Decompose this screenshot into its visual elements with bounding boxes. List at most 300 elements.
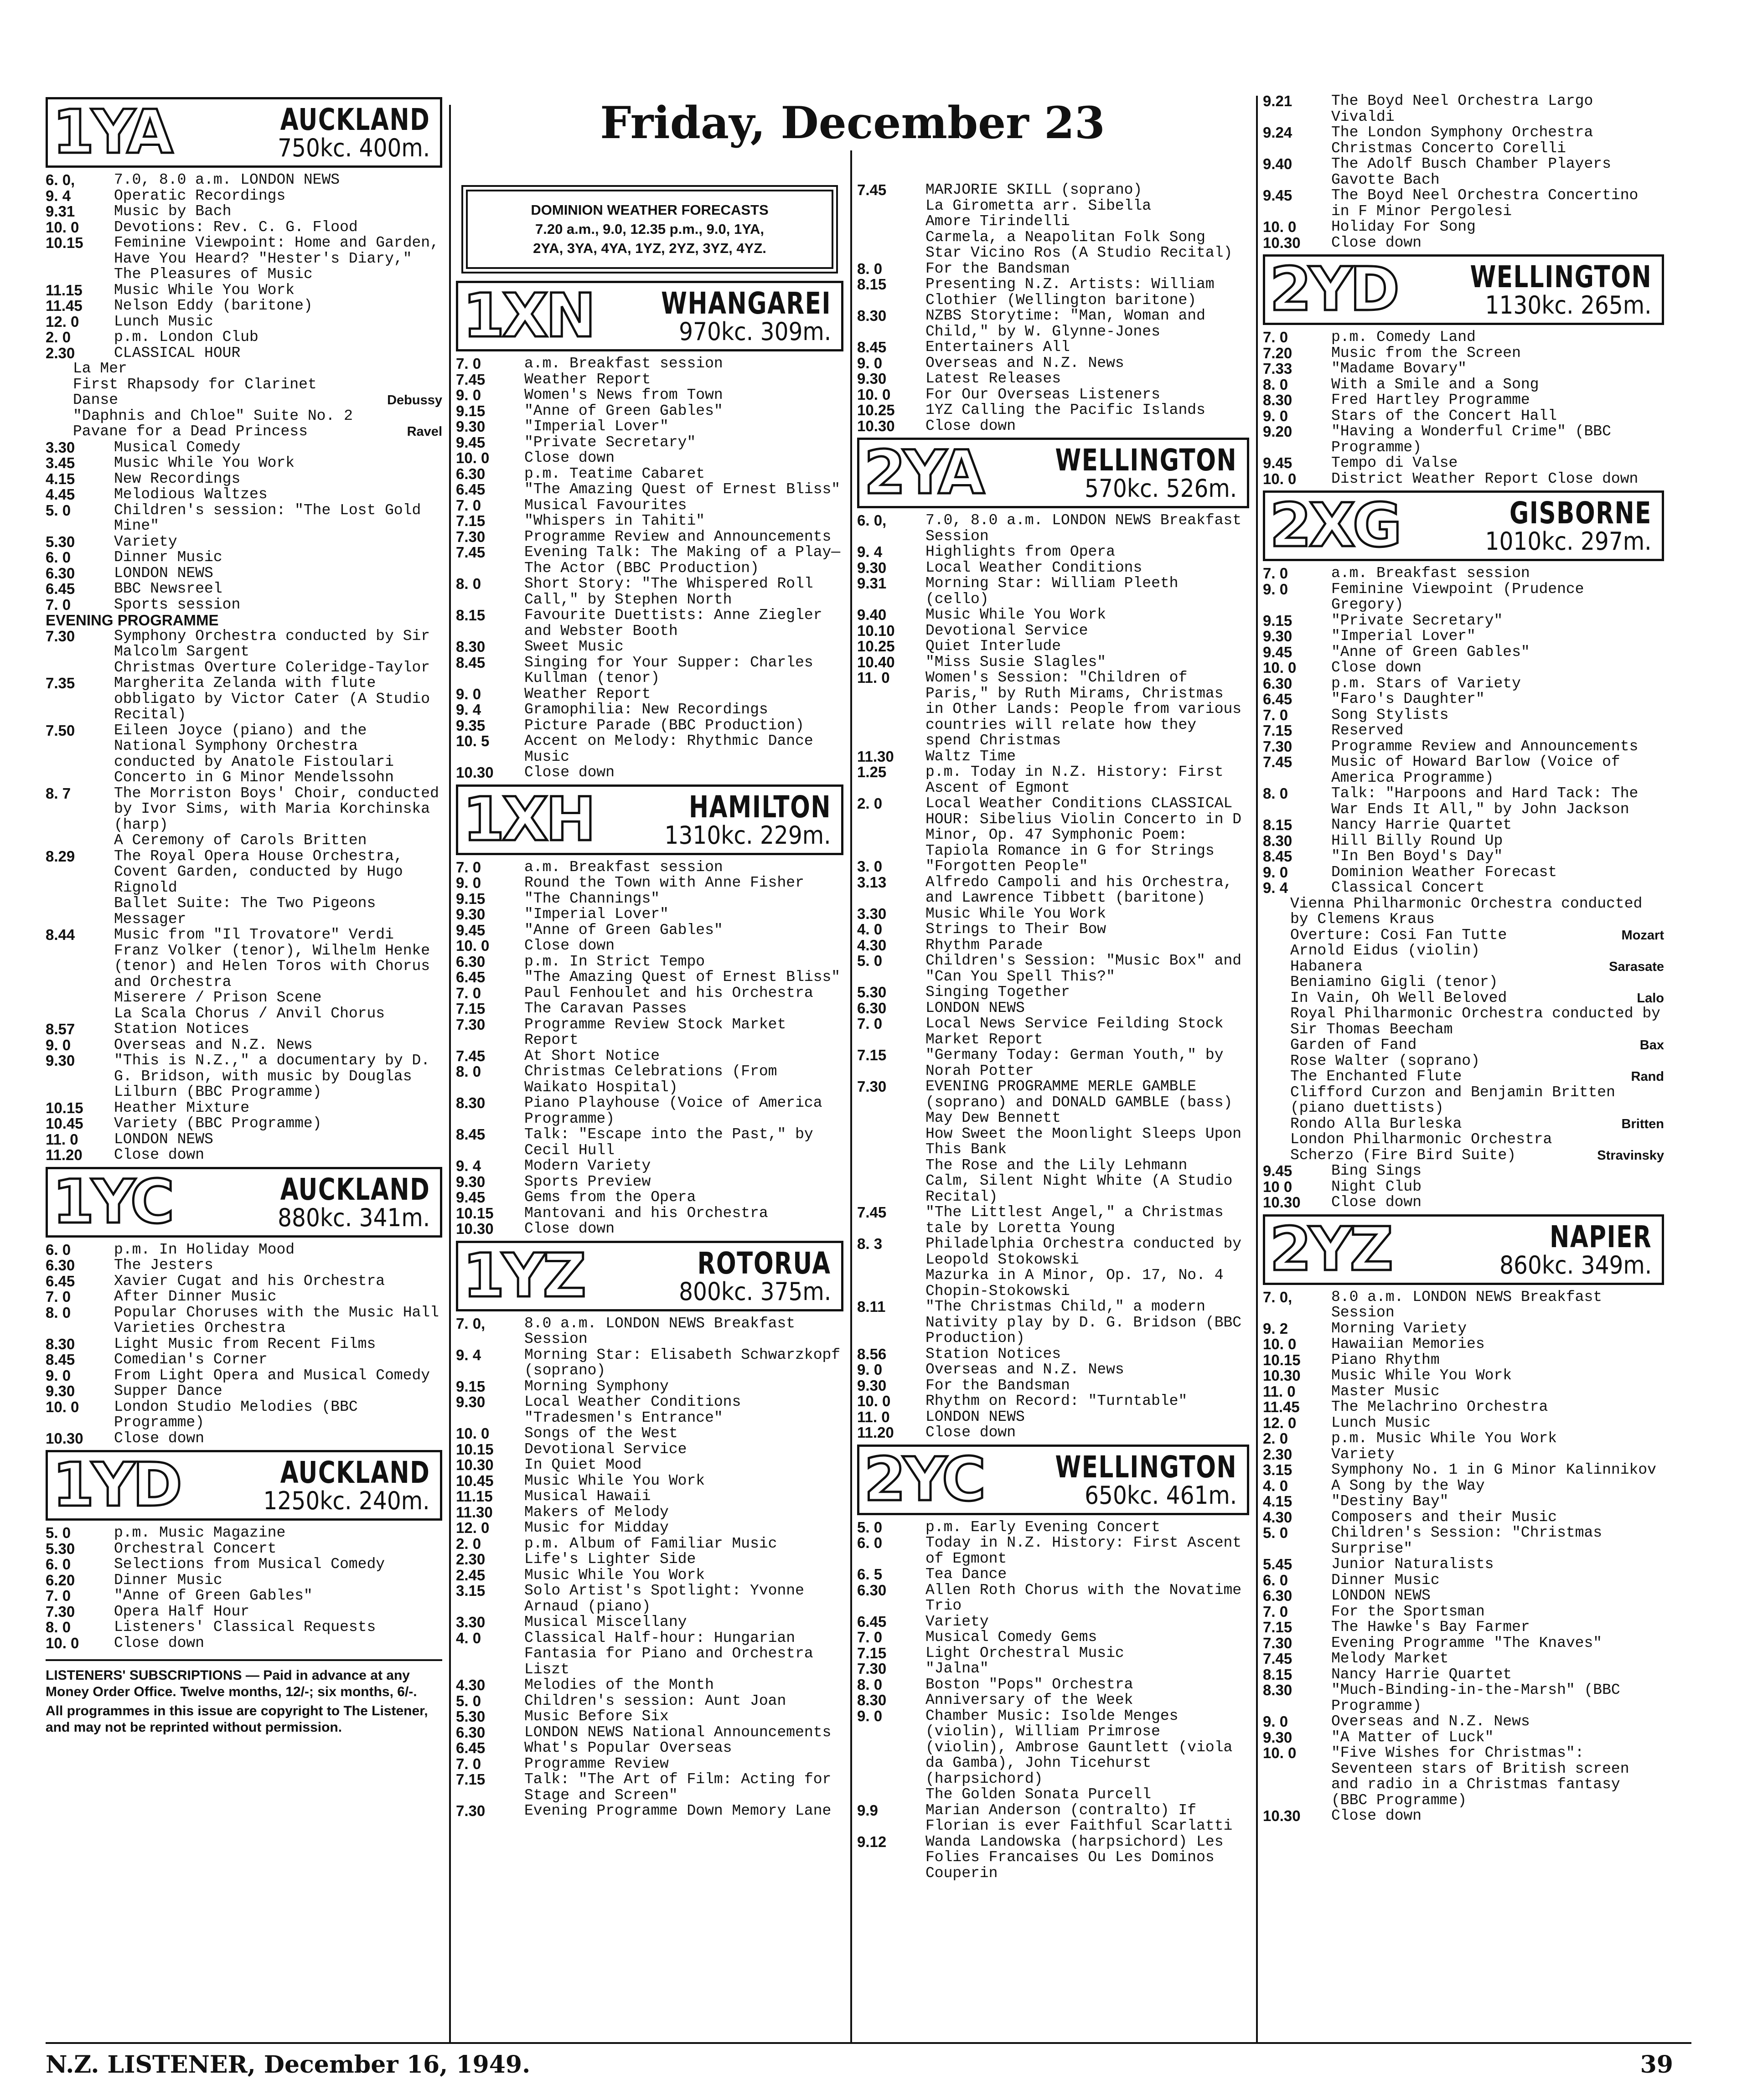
programme-title: Mazurka in A Minor, Op. 17, No. 4 Chopin-Stokowski [925, 1267, 1224, 1300]
programme-entry [1263, 1636, 1664, 1651]
programme-entry [456, 1127, 843, 1158]
programme-entry [46, 235, 442, 283]
programme-title: Musical Comedy Gems [925, 1629, 1097, 1646]
work-title: Beniamino Gigli (tenor) [1290, 974, 1498, 991]
programme-title: Short Story: "The Whispered Roll Call," by Stephen North [524, 575, 813, 608]
programme-time: 11.45 [46, 297, 83, 314]
programme-title: Amore Tirindelli [925, 213, 1070, 230]
programme-time: 5. 0 [1263, 1524, 1288, 1541]
programme-time: 5. 0 [456, 1692, 481, 1709]
programme-entry [46, 927, 442, 990]
programme-title: For the Bandsman [925, 260, 1070, 277]
programme-entry [46, 1053, 442, 1100]
programme-title: Nancy Harrie Quartet [1331, 816, 1512, 833]
programme-title: "This is N.Z.," a documentary by D. G. Bridson, with music by Douglas Lilburn (BBC Programme) [114, 1052, 430, 1100]
programme-entry [1263, 1290, 1664, 1321]
programme-title: Variety [114, 533, 177, 550]
programme-time: 9.45 [1263, 454, 1292, 471]
programme-time: 6.30 [456, 465, 486, 482]
programme-time: 7.30 [857, 1078, 887, 1095]
programme-entry [456, 639, 843, 655]
programme-entry [1263, 1510, 1664, 1526]
programme-time: 9.30 [456, 906, 486, 923]
programme-time: 10.30 [857, 417, 895, 434]
column-rule-1 [449, 105, 451, 2042]
schedule-1yc [46, 1242, 442, 1447]
programme-time: 2. 0 [46, 329, 71, 346]
programme-time: 7.30 [46, 627, 75, 645]
station-header-1ya [46, 97, 442, 168]
footer-issue: N.Z. LISTENER, December 16, 1949. [46, 2051, 531, 2079]
programme-entry [1263, 676, 1664, 692]
programme-title: "The Amazing Quest of Ernest Bliss" [524, 481, 841, 498]
programme-time: 7. 0 [46, 1288, 71, 1305]
programme-title: Accent on Melody: Rhythmic Dance Music [524, 733, 813, 765]
programme-entry [857, 418, 1249, 434]
programme-time: 8.30 [857, 307, 887, 324]
station-header-1yc [46, 1167, 442, 1238]
programme-entry [456, 1064, 843, 1095]
programme-time: 8.11 [857, 1298, 886, 1315]
work-title: Arnold Eidus (violin) [1290, 942, 1480, 959]
programme-title: 8.0 a.m. LONDON NEWS Breakfast Session [524, 1315, 796, 1347]
programme-title: With a Smile and a Song [1331, 376, 1539, 393]
programme-entry [46, 172, 442, 188]
programme-entry [46, 1557, 442, 1573]
programme-entry [456, 702, 843, 718]
programme-title: Marian Anderson (contralto) If Florian is ever Faithful Scarlatti [925, 1801, 1233, 1834]
programme-title: Allen Roth Chorus with the Novatime Trio [925, 1581, 1242, 1614]
programme-time: 3.30 [456, 1614, 486, 1630]
programme-time: 11.20 [857, 1424, 894, 1441]
programme-time: 11.15 [456, 1488, 493, 1505]
work-entry [1263, 1037, 1664, 1053]
programme-title: Close down [524, 764, 615, 781]
programme-time: 10. 0 [456, 937, 490, 954]
programme-time: 9. 0 [1263, 1713, 1288, 1730]
programme-entry [456, 387, 843, 403]
column-3 [857, 182, 1249, 1881]
programme-entry [456, 875, 843, 891]
programme-entry [857, 1001, 1249, 1016]
programme-title: Operatic Recordings [114, 187, 286, 204]
programme-time: 7.30 [46, 1603, 75, 1620]
station-call-sign: 2YA [864, 438, 982, 508]
programme-title: "Anne of Green Gables" [524, 921, 723, 939]
programme-entry [456, 891, 843, 907]
programme-entry [1263, 377, 1664, 393]
programme-time: 6. 0, [46, 171, 75, 188]
programme-entry [1263, 188, 1664, 219]
programme-entry [456, 938, 843, 954]
programme-title: "Private Secretary" [524, 433, 696, 451]
programme-entry [1263, 1321, 1664, 1337]
station-call-sign: 2YC [864, 1444, 983, 1515]
station-city: HAMILTON [688, 789, 831, 825]
station-header-2yd [1263, 254, 1664, 325]
programme-title: Music of Howard Barlow (Voice of America Programme) [1331, 753, 1620, 786]
programme-entry [857, 1409, 1249, 1425]
programme-title: Feminine Viewpoint: Home and Garden, Have You Heard? "Hester's Diary," The Pleasures of Music [114, 234, 439, 283]
programme-time: 11.30 [456, 1503, 493, 1521]
programme-entry [857, 198, 1249, 214]
programme-time: 8. 0 [857, 260, 883, 277]
programme-title: Fred Hartley Programme [1331, 392, 1530, 408]
programme-time: 3.15 [456, 1582, 486, 1599]
programme-entry [1263, 754, 1664, 786]
programme-title: Devotional Service [524, 1440, 687, 1458]
programme-entry [857, 1016, 1249, 1047]
programme-entry [456, 1347, 843, 1379]
programme-title: Orchestral Concert [114, 1540, 277, 1557]
programme-time: 9. 4 [456, 701, 481, 718]
work-title: Clifford Curzon and Benjamin Britten (piano duettists) [1290, 1084, 1615, 1116]
programme-title: Comedian's Corner [114, 1351, 268, 1368]
programme-title: "Imperial Lover" [1331, 628, 1476, 645]
programme-title: Star Vicino Ros (A Studio Recital) [925, 244, 1233, 261]
programme-title: Children's Session: "Christmas Surprise" [1331, 1524, 1603, 1557]
programme-title: From Light Opera and Musical Comedy [114, 1367, 430, 1384]
programme-time: 9.15 [456, 402, 486, 419]
station-city: WELLINGTON [1470, 259, 1652, 294]
programme-title: Life's Lighter Side [524, 1551, 696, 1568]
programme-title: Close down [925, 1424, 1016, 1441]
programme-entry [456, 1048, 843, 1064]
programme-title: Morning Star: Elisabeth Schwarzkopf (soprano) [524, 1346, 841, 1379]
programme-title: Morning Symphony [524, 1378, 669, 1395]
programme-title: Weather Report [524, 371, 651, 388]
programme-title: a.m. Breakfast session [524, 858, 723, 876]
column-2 [456, 182, 843, 1819]
programme-title: p.m. London Club [114, 329, 258, 346]
programme-entry [456, 970, 843, 986]
programme-time: 8.57 [46, 1021, 75, 1037]
programme-time: 9. 0 [46, 1036, 71, 1053]
programme-entry [456, 733, 843, 765]
programme-time: 8.44 [46, 926, 75, 943]
programme-entry [46, 1132, 442, 1148]
programme-time: 9.35 [456, 717, 486, 734]
programme-time: 4.30 [456, 1677, 486, 1693]
programme-time: 11. 0 [1263, 1383, 1296, 1400]
programme-entry [46, 1573, 442, 1589]
station-frequency: 650kc. 461m. [1084, 1481, 1237, 1510]
programme-entry [46, 455, 442, 471]
programme-time: 6. 0 [46, 1556, 71, 1573]
programme-time: 9.15 [1263, 612, 1292, 629]
programme-title: Calm, Silent Night White (A Studio Recital) [925, 1172, 1233, 1205]
programme-title: LONDON NEWS National Announcements [524, 1723, 832, 1741]
schedule-1xh [456, 860, 843, 1237]
programme-time: 9.9 [857, 1801, 878, 1819]
programme-entry [1263, 346, 1664, 361]
programme-entry [456, 1677, 843, 1693]
programme-time: 6.45 [1263, 691, 1292, 707]
programme-time: 9.45 [1263, 643, 1292, 660]
programme-entry [456, 907, 843, 923]
programme-title: p.m. Today in N.Z. History: First Ascent of Egmont [925, 764, 1224, 796]
programme-title: A Ceremony of Carols Britten [114, 832, 367, 849]
programme-title: Reserved [1331, 722, 1404, 739]
programme-entry [456, 529, 843, 545]
programme-entry [1263, 1447, 1664, 1463]
programme-time: 10. 0 [1263, 1744, 1297, 1761]
programme-entry [46, 1636, 442, 1651]
programme-entry [46, 1383, 442, 1399]
programme-title: Local Weather Conditions "Tradesmen's Entrance" [524, 1393, 741, 1426]
subscriptions-text: LISTENERS' SUBSCRIPTIONS — Paid in advance at any Money Order Office. Twelve months, 12/-; six months, 6/-. [46, 1668, 417, 1699]
programme-time: 6.30 [1263, 1587, 1292, 1604]
programme-title: Supper Dance [114, 1383, 222, 1399]
programme-time: 8.45 [857, 339, 887, 356]
programme-title: Round the Town with Anne Fisher [524, 874, 804, 891]
programme-entry [1263, 1557, 1664, 1573]
programme-title: a.m. Breakfast session [524, 355, 723, 372]
evening-programme-heading: EVENING PROGRAMME [46, 612, 219, 629]
programme-title: Close down [114, 1634, 205, 1651]
programme-entry [456, 419, 843, 435]
programme-time: 10.30 [456, 1456, 494, 1473]
programme-time: 9.12 [857, 1833, 887, 1850]
programme-title: Anniversary of the Week [925, 1692, 1133, 1708]
programme-title: Programme Review and Announcements [1331, 738, 1639, 755]
programme-title: The Boyd Neel Orchestra Largo Vivaldi [1331, 93, 1593, 125]
composer: Sarasate [1609, 959, 1664, 974]
programme-title: Rhythm on Record: "Turntable" [925, 1393, 1188, 1409]
programme-entry [46, 188, 442, 204]
programme-title: "Imperial Lover" [524, 418, 669, 435]
work-title: Garden of Fand [1290, 1037, 1417, 1053]
programme-title: Christmas Overture Coleridge-Taylor [114, 659, 430, 676]
programme-time: 10.15 [46, 1099, 83, 1116]
programme-title: "Jalna" [925, 1660, 989, 1677]
programme-entry [1263, 93, 1664, 125]
programme-time: 9. 0 [456, 874, 481, 891]
programme-title: Quiet Interlude [925, 638, 1061, 655]
programme-entry [1263, 408, 1664, 424]
programme-title: Favourite Duettists: Anne Ziegler and Webster Booth [524, 607, 822, 640]
station-call-sign: 1YC [52, 1166, 172, 1237]
programme-time: 8.30 [857, 1692, 887, 1708]
programme-time: 8.45 [46, 1351, 75, 1368]
programme-time: 11. 0 [857, 1408, 890, 1425]
schedule-1yz [456, 1316, 843, 1819]
programme-entry [456, 986, 843, 1001]
station-call-sign: 2YD [1270, 254, 1397, 325]
programme-entry [857, 1158, 1249, 1174]
composer: Stravinsky [1597, 1148, 1664, 1163]
programme-time: 10.30 [456, 1220, 494, 1237]
programme-entry [456, 1505, 843, 1521]
programme-entry [1263, 1808, 1664, 1824]
work-title: Overture: Cosi Fan Tutte [1290, 926, 1507, 944]
programme-time: 8.30 [456, 638, 486, 655]
programme-title: Musical Miscellany [524, 1614, 687, 1630]
programme-entry [456, 655, 843, 686]
programme-entry [1263, 455, 1664, 471]
programme-entry [1263, 1431, 1664, 1447]
programme-entry [456, 1426, 843, 1442]
programme-time: 6.45 [456, 969, 486, 986]
programme-title: Singing for Your Supper: Charles Kullman (tenor) [524, 654, 813, 686]
programme-entry [857, 1047, 1249, 1079]
programme-time: 9. 0 [456, 387, 481, 403]
programme-entry [857, 387, 1249, 403]
programme-time: 8.29 [46, 847, 75, 865]
station-city: GISBORNE [1510, 495, 1652, 531]
programme-entry [857, 1173, 1249, 1205]
programme-entry [46, 723, 442, 770]
programme-entry [46, 503, 442, 534]
programme-time: 6. 0 [46, 1241, 71, 1258]
programme-time: 8.45 [456, 1126, 486, 1143]
programme-time: 6.45 [46, 1272, 75, 1290]
programme-time: 2.30 [46, 344, 75, 361]
programme-title: Heather Mixture [114, 1099, 250, 1116]
programme-entry [857, 764, 1249, 796]
programme-entry [46, 1431, 442, 1447]
schedule-1ya-evening [46, 629, 442, 1163]
programme-time: 7.15 [1263, 1619, 1292, 1636]
programme-title: Close down [1331, 1807, 1422, 1824]
programme-title: Highlights from Opera [925, 543, 1115, 560]
programme-entry [456, 1615, 843, 1630]
programme-entry [456, 466, 843, 482]
weather-forecast-box [466, 190, 833, 269]
station-city: AUCKLAND [280, 102, 430, 137]
work-entry [1263, 1132, 1664, 1148]
programme-entry [857, 261, 1249, 277]
programme-entry [1263, 1384, 1664, 1400]
programme-time: 7. 0 [46, 1587, 71, 1604]
station-header-2yc [857, 1445, 1249, 1515]
programme-entry [46, 990, 442, 1006]
work-title: Scherzo (Fire Bird Suite) [1290, 1146, 1516, 1164]
composer: Lalo [1637, 991, 1664, 1006]
programme-time: 7.45 [456, 371, 486, 388]
station-city: ROTORUA [698, 1245, 831, 1281]
programme-title: Station Notices [925, 1345, 1061, 1362]
programme-time: 4. 0 [857, 921, 883, 938]
programme-title: Hawaiian Memories [1331, 1336, 1485, 1352]
programme-title: In Quiet Mood [524, 1456, 642, 1473]
programme-title: Music While You Work [925, 606, 1106, 623]
programme-entry [857, 340, 1249, 356]
programme-time: 11. 0 [46, 1130, 78, 1148]
programme-entry [857, 356, 1249, 371]
programme-entry [46, 1116, 442, 1132]
programme-time: 9.31 [46, 203, 75, 220]
work-entry [46, 408, 442, 424]
programme-entry [857, 1079, 1249, 1110]
programme-title: CLASSICAL HOUR [114, 344, 241, 361]
programme-entry [1263, 1163, 1664, 1179]
programme-entry [456, 372, 843, 388]
programme-time: 7.15 [456, 512, 486, 529]
programme-title: Evening Programme "The Knaves" [1331, 1634, 1603, 1651]
programme-entry [857, 1393, 1249, 1409]
programme-entry [857, 749, 1249, 765]
programme-entry [1263, 235, 1664, 251]
programme-time: 9.30 [1263, 1729, 1292, 1746]
programme-time: 6. 0, [857, 512, 887, 529]
programme-title: Concerto in G Minor Mendelssohn [114, 769, 394, 786]
programme-time: 7. 0 [456, 984, 481, 1001]
schedule-1xn [456, 356, 843, 781]
work-title: Danse [73, 392, 119, 408]
programme-time: 8.15 [857, 276, 887, 293]
programme-title: p.m. Early Evening Concert [925, 1518, 1160, 1536]
programme-time: 9.30 [857, 559, 887, 576]
programme-title: Overseas and N.Z. News [1331, 1713, 1530, 1730]
programme-entry [456, 1740, 843, 1756]
programme-title: Gems from the Opera [524, 1189, 696, 1206]
programme-entry [46, 471, 442, 487]
programme-entry [857, 308, 1249, 340]
station-call-sign: 1YD [52, 1450, 180, 1520]
programme-time: 8.56 [857, 1345, 887, 1362]
programme-title: Local Weather Conditions [925, 559, 1142, 576]
programme-entry [857, 1708, 1249, 1787]
programme-title: "The Amazing Quest of Ernest Bliss" [524, 969, 841, 986]
programme-title: Variety [1331, 1445, 1395, 1463]
programme-title: Light Orchestral Music [925, 1644, 1124, 1661]
programme-entry [857, 1787, 1249, 1803]
programme-entry [857, 513, 1249, 544]
station-header-2yz [1263, 1214, 1664, 1285]
programme-time: 10.45 [456, 1472, 494, 1489]
programme-time: 2.45 [456, 1566, 486, 1584]
programme-time: 4.15 [1263, 1493, 1292, 1510]
copyright-text: All programmes in this issue are copyright to The Listener, and may not be reprinted without permission. [46, 1703, 428, 1735]
programme-time: 9.31 [857, 575, 887, 592]
station-frequency: 880kc. 341m. [277, 1203, 430, 1232]
programme-entry [456, 1630, 843, 1678]
programme-entry [456, 1457, 843, 1473]
programme-time: 11.30 [857, 748, 894, 765]
work-title: Pavane for a Dead Princess [73, 423, 308, 440]
programme-title: The Caravan Passes [524, 1000, 687, 1017]
programme-time: 9. 0 [1263, 407, 1288, 424]
composer: Bax [1639, 1038, 1664, 1053]
programme-time: 6.30 [456, 953, 486, 970]
programme-title: Eileen Joyce (piano) and the National Symphony Orchestra conducted by Anatole Fistoulari [114, 722, 394, 770]
programme-entry [456, 1442, 843, 1458]
programme-title: Music from the Screen [1331, 344, 1521, 361]
programme-time: 7.30 [1263, 1634, 1292, 1651]
programme-entry [46, 1289, 442, 1305]
programme-entry [46, 220, 442, 236]
programme-entry [1263, 707, 1664, 723]
programme-entry [1263, 629, 1664, 645]
programme-title: "Private Secretary" [1331, 612, 1503, 629]
programme-entry [456, 1394, 843, 1426]
programme-time: 9.30 [1263, 628, 1292, 645]
programme-entry [857, 371, 1249, 387]
programme-entry [857, 560, 1249, 576]
programme-entry [46, 1037, 442, 1053]
programme-title: EVENING PROGRAMME MERLE GAMBLE (soprano) and DONALD GAMBLE (bass) [925, 1078, 1233, 1111]
programme-entry [1263, 1730, 1664, 1746]
programme-entry [46, 440, 442, 456]
programme-entry [857, 1646, 1249, 1661]
programme-title: LONDON NEWS [925, 999, 1025, 1016]
programme-time: 5.45 [1263, 1556, 1292, 1573]
programme-entry [1263, 1525, 1664, 1557]
programme-title: 8.0 a.m. LONDON NEWS Breakfast Session [1331, 1288, 1603, 1321]
programme-time: 9.30 [857, 370, 887, 387]
programme-entry [1263, 471, 1664, 487]
